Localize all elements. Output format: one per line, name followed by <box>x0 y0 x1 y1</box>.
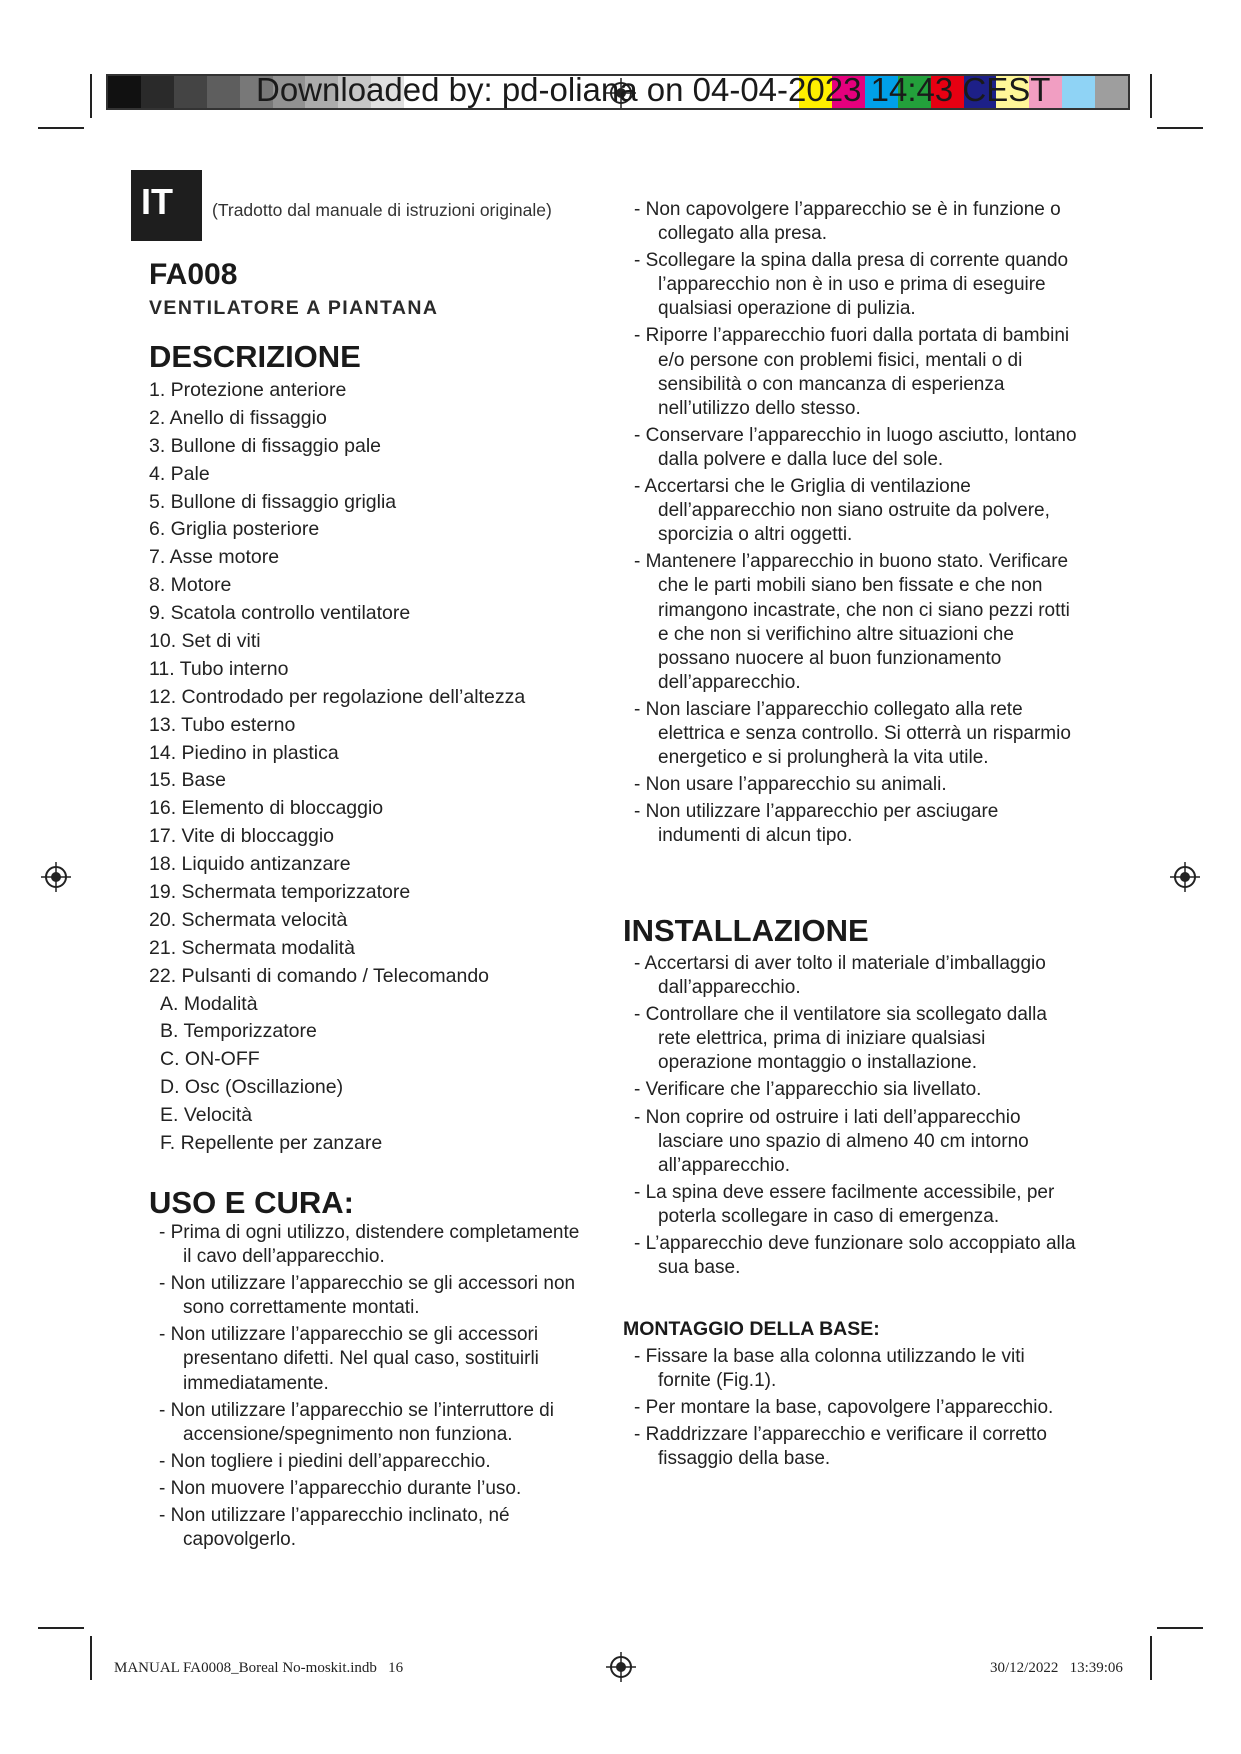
registration-mark-icon <box>41 862 71 892</box>
list-item: - Controllare che il ventilatore sia scollegato dalla rete elettrica, prima di iniziare qualsiasi operazione montaggio o installazione. <box>634 1004 1047 1074</box>
section-heading-uso: USO E CURA: <box>149 1185 354 1220</box>
list-item: - Non lasciare l’apparecchio collegato alla rete elettrica e senza controllo. Si otterrà un risparmio energetico e si prolungherà la vita utile. <box>634 698 1071 769</box>
list-item: 10. Set di viti <box>149 630 261 653</box>
safety-list <box>620 198 1078 851</box>
list-item: 13. Tubo esterno <box>149 713 296 736</box>
crop-mark <box>90 1636 92 1680</box>
list-item: - La spina deve essere facilmente accessibile, per poterla scollegare in caso di emergenza. <box>634 1181 1055 1227</box>
list-item: 12. Controdado per regolazione dell’altezza <box>149 685 526 708</box>
list-item: 3. Bullone di fissaggio pale <box>149 434 381 457</box>
list-item: - Non coprire od ostruire i lati dell’apparecchio lasciare uno spazio di almeno 40 cm intorno all’apparecchio. <box>634 1106 1029 1176</box>
list-subitem: D. Osc (Oscillazione) <box>160 1076 344 1099</box>
crop-mark <box>1150 1636 1152 1680</box>
list-item: 6. Griglia posteriore <box>149 518 320 541</box>
list-item: - Mantenere l’apparecchio in buono stato. Verificare che le parti mobili siano ben fissate e che non rimangono incastrate, che non ci siano pezzi rotti e che non si verifichino altre situazioni che possano nuocere al buon funzionamento dell’apparecchio. <box>634 551 1070 693</box>
registration-mark-icon <box>606 1652 636 1682</box>
list-item: - Raddrizzare l’apparecchio e verificare il corretto fissaggio della base. <box>634 1424 1047 1470</box>
crop-mark <box>1157 127 1203 129</box>
list-item: - Non utilizzare l’apparecchio inclinato, né capovolgerlo. <box>159 1505 510 1551</box>
list-item: - Non utilizzare l’apparecchio se gli accessori non sono correttamente montati. <box>159 1273 576 1319</box>
list-item: - Non capovolgere l’apparecchio se è in funzione o collegato alla presa. <box>634 199 1061 245</box>
list-item: 20. Schermata velocità <box>149 908 348 931</box>
footer-file-info: MANUAL FA0008_Boreal No-moskit.indb 16 <box>114 1660 404 1676</box>
section-heading-installazione: INSTALLAZIONE <box>623 913 869 948</box>
translation-note: (Tradotto dal manuale di istruzioni originale) <box>212 200 552 220</box>
list-item: 15. Base <box>149 769 226 792</box>
list-item: 4. Pale <box>149 462 210 485</box>
list-item: 2. Anello di fissaggio <box>149 406 327 429</box>
list-subitem: A. Modalità <box>160 992 258 1015</box>
list-item: - Accertarsi di aver tolto il materiale d’imballaggio dall’apparecchio. <box>634 953 1046 999</box>
list-item: - L’apparecchio deve funzionare solo accoppiato alla sua base. <box>634 1233 1076 1279</box>
list-item: - Prima di ogni utilizzo, distendere completamente il cavo dell’apparecchio. <box>159 1222 580 1268</box>
list-item: - Riporre l’apparecchio fuori dalla portata di bambini e/o persone con problemi fisici, mentali o di sensibilità o con mancanza di esperienza nell’utilizzo dello stesso. <box>634 325 1070 419</box>
crop-mark <box>1150 74 1152 118</box>
list-item: 16. Elemento di bloccaggio <box>149 797 384 820</box>
usage-list <box>145 1221 585 1555</box>
list-item: - Non utilizzare l’apparecchio per asciugare indumenti di alcun tipo. <box>634 801 999 847</box>
base-mounting-list <box>620 1345 1078 1474</box>
installation-list <box>620 952 1078 1283</box>
list-item: 11. Tubo interno <box>149 657 289 680</box>
list-item: 21. Schermata modalità <box>149 936 355 959</box>
list-item: - Non utilizzare l’apparecchio se l’interruttore di accensione/spegnimento non funziona. <box>159 1399 554 1445</box>
crop-mark <box>38 1627 84 1629</box>
list-item: 14. Piedino in plastica <box>149 741 339 764</box>
list-item: 22. Pulsanti di comando / Telecomando <box>149 964 490 987</box>
list-item: 1. Protezione anteriore <box>149 379 347 401</box>
registration-mark-icon <box>1170 862 1200 892</box>
list-item: - Non muovere l’apparecchio durante l’uso. <box>159 1477 522 1499</box>
list-item: 9. Scatola controllo ventilatore <box>149 602 411 625</box>
download-watermark: Downloaded by: pd-oliana on 04-04-2023 14:43 CEST <box>256 71 1051 108</box>
crop-mark <box>1157 1627 1203 1629</box>
list-item: - Scollegare la spina dalla presa di corrente quando l’apparecchio non è in uso e prima di eseguire qualsiasi operazione di pulizia. <box>634 250 1069 320</box>
list-subitem: B. Temporizzatore <box>160 1020 317 1043</box>
list-item: 5. Bullone di fissaggio griglia <box>149 490 397 513</box>
language-badge: IT <box>131 170 202 241</box>
list-item: 7. Asse motore <box>149 546 280 569</box>
list-item: 17. Vite di bloccaggio <box>149 825 335 848</box>
section-heading-descrizione: DESCRIZIONE <box>149 339 361 374</box>
list-item: - Per montare la base, capovolgere l’apparecchio. <box>634 1397 1054 1419</box>
parts-list <box>149 377 525 1158</box>
list-subitem: E. Velocità <box>160 1104 253 1127</box>
list-subitem: F. Repellente per zanzare <box>160 1132 383 1155</box>
list-item: 8. Motore <box>149 574 232 597</box>
section-heading-montaggio: MONTAGGIO DELLA BASE: <box>623 1318 880 1340</box>
list-item: - Fissare la base alla colonna utilizzando le viti fornite (Fig.1). <box>634 1346 1025 1392</box>
list-subitem: C. ON-OFF <box>160 1048 260 1071</box>
list-item: - Verificare che l’apparecchio sia livellato. <box>634 1079 982 1101</box>
list-item: - Accertarsi che le Griglia di ventilazione dell’apparecchio non siano ostruite da polvere, sporcizia o altri oggetti. <box>634 476 1050 546</box>
list-item: 18. Liquido antizanzare <box>149 853 351 876</box>
list-item: - Conservare l’apparecchio in luogo asciutto, lontano dalla polvere e dalla luce del sole. <box>634 424 1077 470</box>
list-item: - Non usare l’apparecchio su animali. <box>634 774 947 796</box>
list-item: - Non togliere i piedini dell’apparecchio. <box>159 1450 491 1472</box>
footer-datetime: 30/12/2022 13:39:06 <box>990 1660 1123 1676</box>
crop-mark <box>38 127 84 129</box>
list-item: - Non utilizzare l’apparecchio se gli accessori presentano difetti. Nel qual caso, sostituirli immediatamente. <box>159 1324 539 1394</box>
list-item: 19. Schermata temporizzatore <box>149 881 411 904</box>
model-number: FA008 <box>149 258 238 291</box>
crop-mark <box>90 74 92 118</box>
product-subtitle: VENTILATORE A PIANTANA <box>149 297 439 319</box>
